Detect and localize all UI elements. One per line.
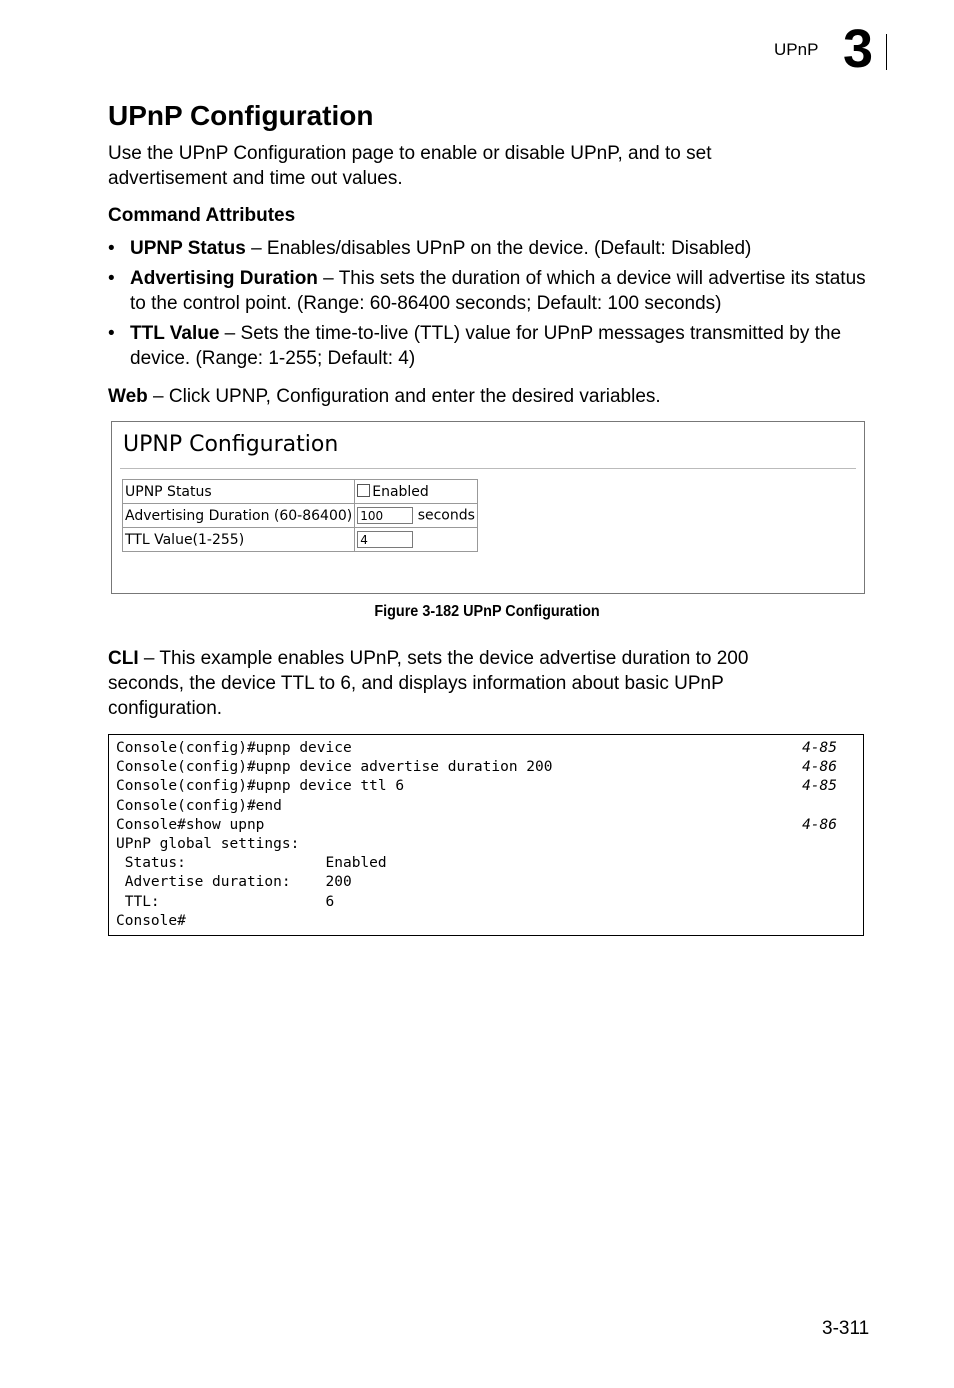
advertising-duration-input[interactable]: 100 — [357, 507, 413, 524]
command-reference: 4-86 — [802, 816, 837, 833]
code-line: Console(config)#upnp device advertise duration 200 — [116, 759, 553, 776]
upnp-config-screenshot — [111, 421, 865, 594]
attribute-list — [108, 236, 878, 376]
code-line: Console(config)#upnp device — [116, 740, 352, 756]
upnp-status-label: UPNP Status — [123, 480, 355, 504]
code-line: UPnP global settings: — [116, 836, 300, 852]
advertising-duration-label: Advertising Duration (60-86400) — [123, 504, 355, 528]
cli-text: – This example enables UPnP, sets the device advertise duration to 200 seconds, the device TTL to 6, and displays information about basic UPnP configuration. — [108, 648, 749, 719]
figure-caption: Figure 3-182 UPnP Configuration — [374, 603, 600, 620]
page-title: UPnP Configuration — [108, 100, 374, 131]
ttl-value-cell — [355, 528, 478, 552]
cli-term: CLI — [108, 648, 139, 669]
code-line: TTL: 6 — [116, 893, 335, 910]
advertising-duration-cell — [355, 504, 478, 528]
attribute-term: Advertising Duration — [130, 268, 318, 289]
code-line: Status: Enabled — [116, 855, 387, 872]
table-row — [123, 480, 478, 504]
code-line: Console# — [116, 912, 186, 929]
ttl-value-input[interactable]: 4 — [357, 531, 413, 548]
web-term: Web — [108, 386, 148, 407]
attribute-item: • TTL Value – Sets the time-to-live (TTL) value for UPnP messages transmitted by the device. (Range: 1-255; Default: 4) — [108, 323, 842, 369]
command-reference: 4-85 — [802, 740, 837, 756]
ttl-value-label: TTL Value(1-255) — [123, 528, 355, 552]
cli-code-block — [108, 734, 864, 936]
attribute-term: UPNP Status — [130, 238, 246, 259]
code-line: Console(config)#upnp device ttl 6 — [116, 778, 405, 795]
header-divider — [886, 34, 887, 70]
screenshot-title: UPNP Configuration — [123, 432, 339, 457]
checkbox-label: Enabled — [372, 483, 429, 500]
code-line: Console#show upnp — [116, 816, 265, 833]
table-row — [123, 528, 478, 552]
duration-unit: seconds — [417, 507, 475, 524]
attribute-term: TTL Value — [130, 323, 220, 344]
code-line: Advertise duration: 200 — [116, 874, 352, 891]
attribute-desc: – Sets the time-to-live (TTL) value for UPnP messages transmitted by the device. (Range: 1-255; Default: 4) — [130, 323, 842, 369]
running-header-section: UPnP — [774, 40, 819, 59]
attributes-heading: Command Attributes — [108, 205, 296, 226]
web-instruction — [108, 384, 868, 409]
attribute-item: • Advertising Duration – This sets the duration of which a device will advertise its status to the control point. (Range: 60-86400 seconds; Default: 100 seconds) — [108, 268, 866, 314]
chapter-number: 3 — [843, 19, 873, 79]
page-number: 3-311 — [822, 1318, 870, 1339]
upnp-settings-table — [122, 479, 478, 552]
attribute-desc: – This sets the duration of which a device will advertise its status to the control point. (Range: 60-86400 seconds; Default: 100 seconds) — [130, 268, 866, 314]
attribute-item: • UPNP Status – Enables/disables UPnP on the device. (Default: Disabled) — [108, 238, 752, 259]
screenshot-divider — [120, 468, 856, 469]
command-reference: 4-86 — [802, 759, 837, 776]
intro-paragraph: Use the UPnP Configuration page to enable or disable UPnP, and to set advertisement and time out values. — [108, 143, 712, 189]
upnp-status-cell — [355, 480, 478, 504]
web-text: – Click UPNP, Configuration and enter the desired variables. — [147, 386, 661, 407]
upnp-status-checkbox[interactable] — [357, 484, 370, 497]
code-line: Console(config)#end — [116, 797, 282, 814]
command-reference: 4-85 — [802, 778, 837, 795]
attribute-desc: – Enables/disables UPnP on the device. (Default: Disabled) — [245, 238, 752, 259]
table-row — [123, 504, 478, 528]
cli-paragraph — [108, 646, 828, 721]
